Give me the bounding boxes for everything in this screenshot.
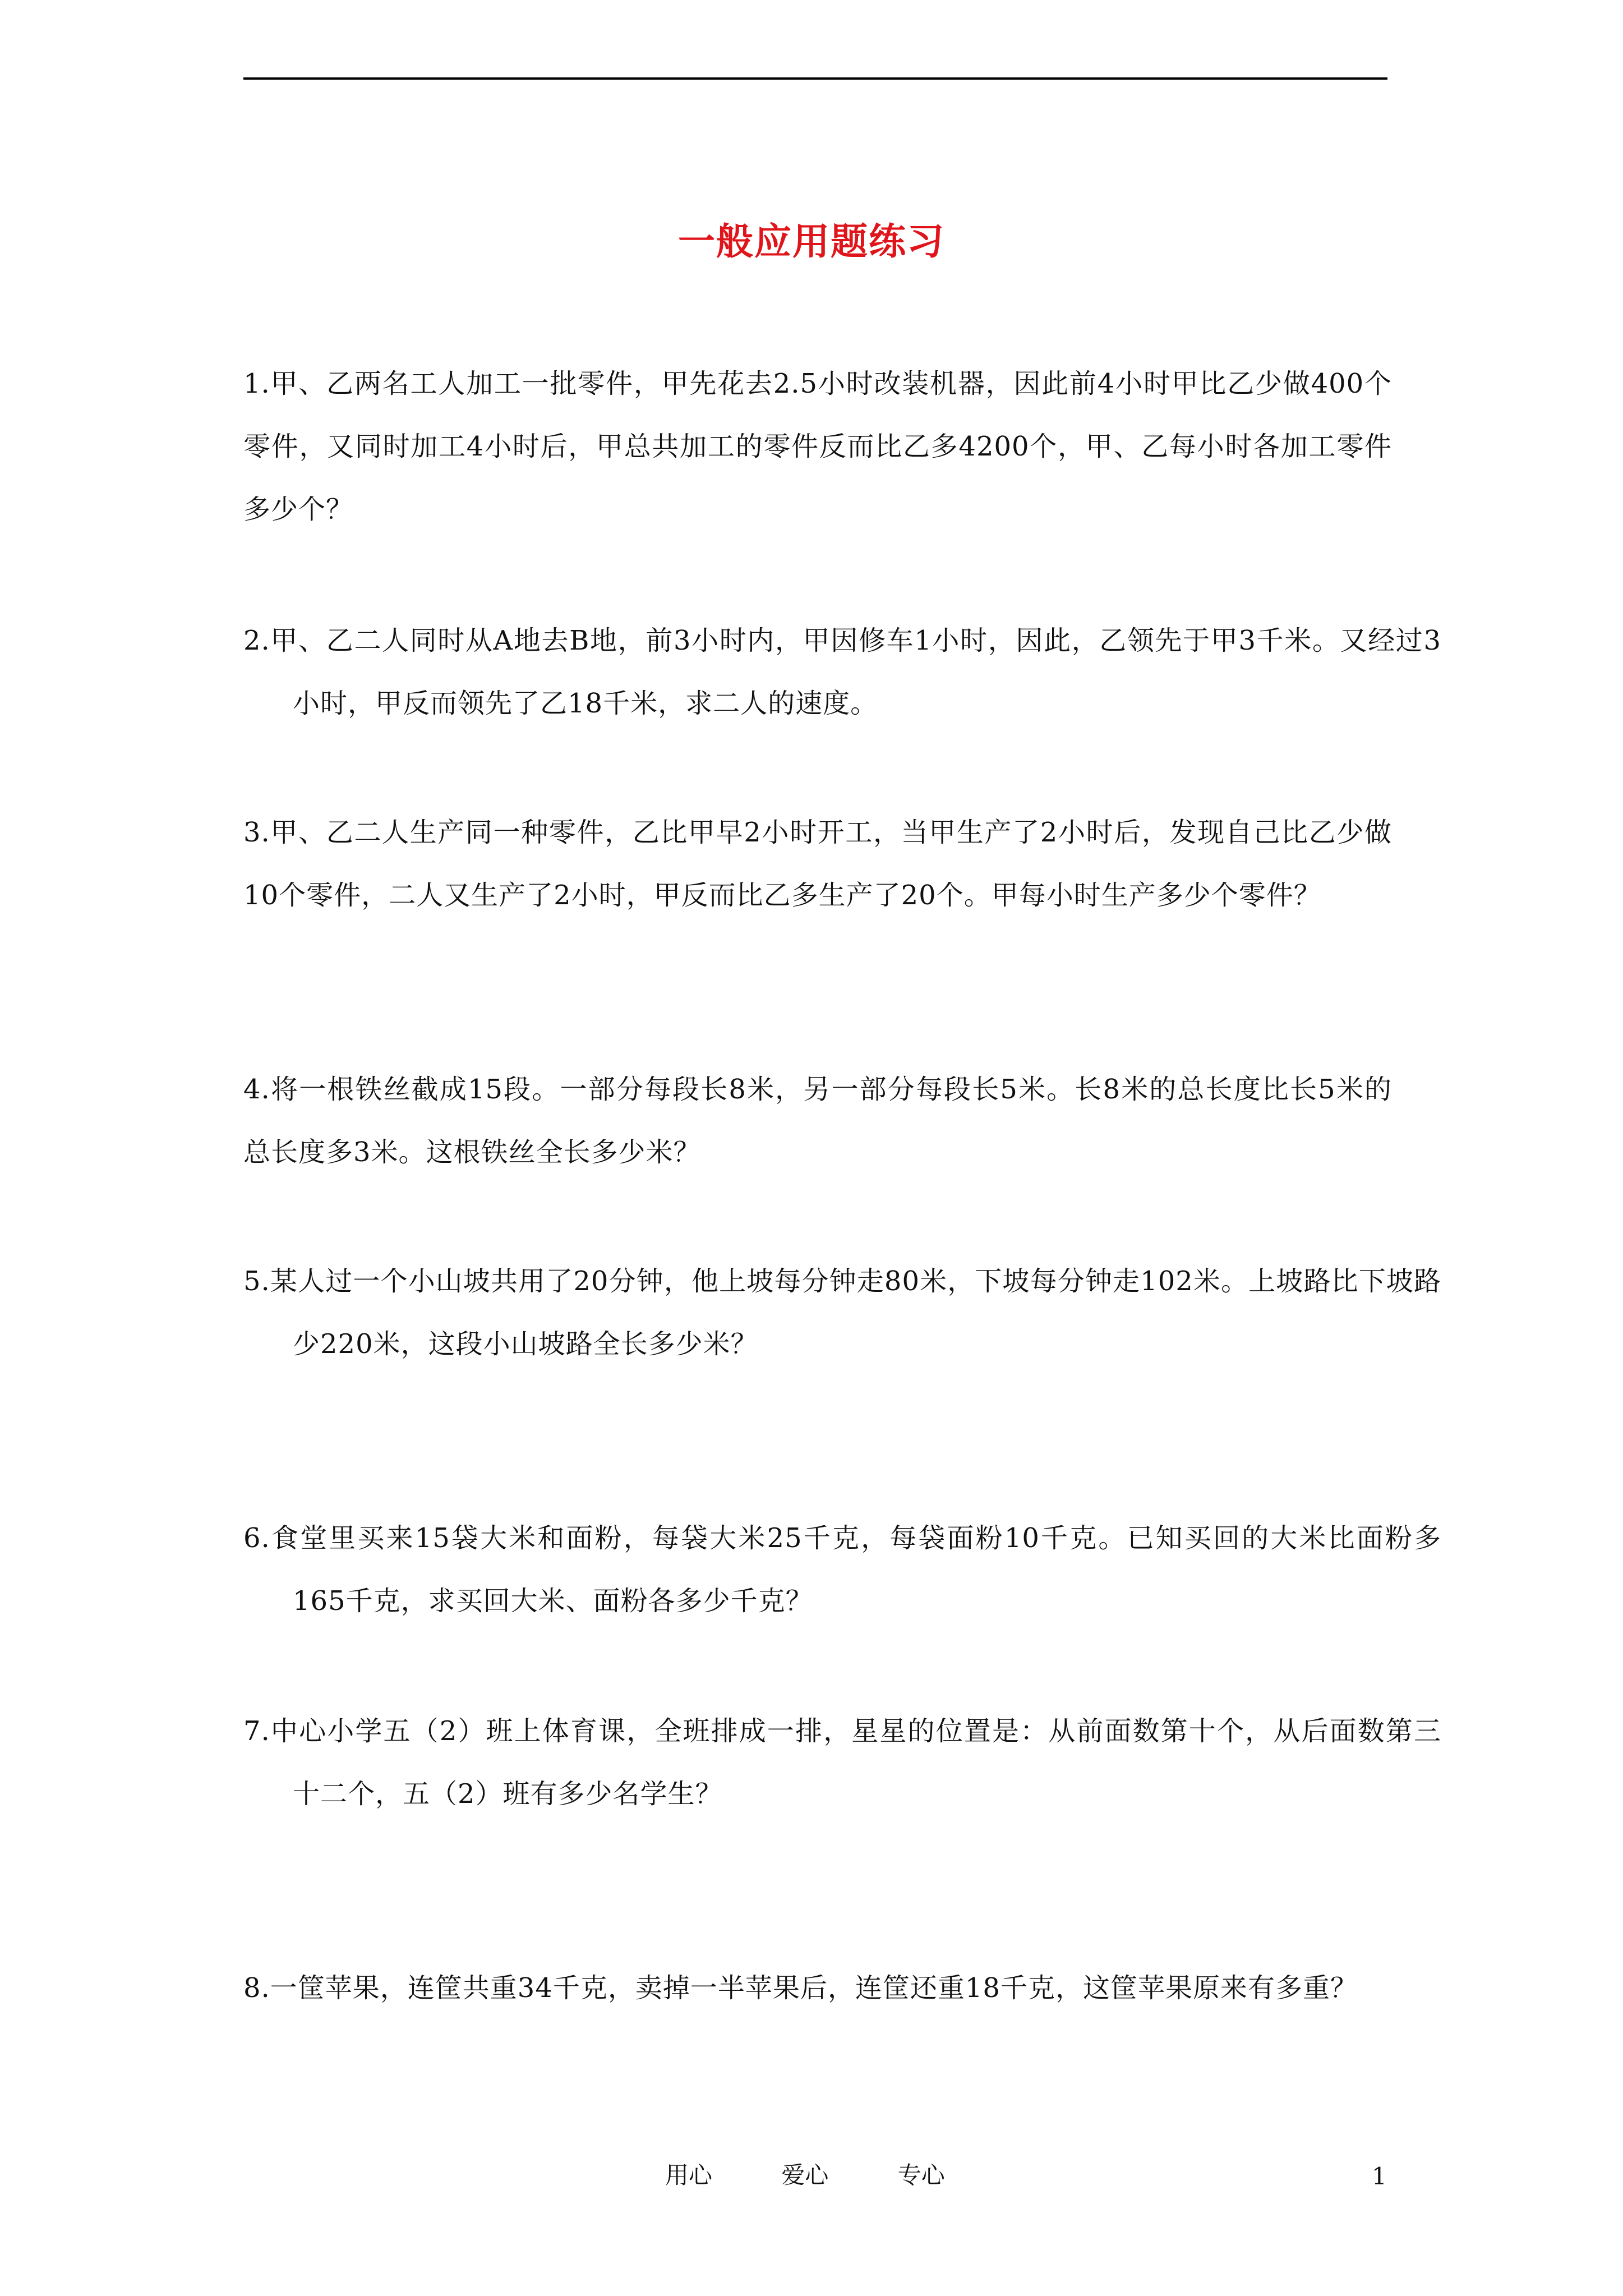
page-number: 1 — [1372, 2162, 1387, 2190]
footer-motto: 爱心 — [781, 2161, 829, 2189]
document-title: 一般应用题练习 — [678, 219, 945, 263]
question-5: 5.某人过一个小山坡共用了20分钟，他上坡每分钟走80米，下坡每分钟走102米。上坡路比下坡路少220米，这段小山坡路全长多少米？ — [243, 1266, 1441, 1360]
question-3: 3.甲、乙二人生产同一种零件，乙比甲早2小时开工，当甲生产了2小时后，发现自己比乙少做10个零件，二人又生产了2小时，甲反而比乙多生产了20个。甲每小时生产多少个零件？ — [243, 817, 1392, 911]
question-1: 1.甲、乙两名工人加工一批零件，甲先花去2.5小时改装机器，因此前4小时甲比乙少做400个零件，又同时加工4小时后，甲总共加工的零件反而比乙多4200个，甲、乙每小时各加工零件多少个？ — [243, 368, 1392, 525]
footer-mottos — [665, 2159, 1007, 2192]
footer-motto: 用心 — [665, 2161, 713, 2189]
question-4: 4.将一根铁丝截成15段。一部分每段长8米，另一部分每段长5米。长8米的总长度比长5米的总长度多3米。这根铁丝全长多少米？ — [243, 1074, 1392, 1168]
question-6: 6.食堂里买来15袋大米和面粉，每袋大米25千克，每袋面粉10千克。已知买回的大米比面粉多165千克，求买回大米、面粉各多少千克？ — [243, 1522, 1441, 1617]
question-7: 7.中心小学五（2）班上体育课，全班排成一排，星星的位置是：从前面数第十个，从后面数第三十二个，五（2）班有多少名学生？ — [243, 1715, 1441, 1810]
question-2: 2.甲、乙二人同时从A地去B地，前3小时内，甲因修车1小时，因此，乙领先于甲3千米。又经过3小时，甲反而领先了乙18千米，求二人的速度。 — [243, 625, 1441, 719]
question-8: 8.一筐苹果，连筐共重34千克，卖掉一半苹果后，连筐还重18千克，这筐苹果原来有多重？ — [243, 1972, 1358, 2004]
header-rule — [243, 77, 1387, 80]
footer-motto: 专心 — [897, 2161, 945, 2189]
